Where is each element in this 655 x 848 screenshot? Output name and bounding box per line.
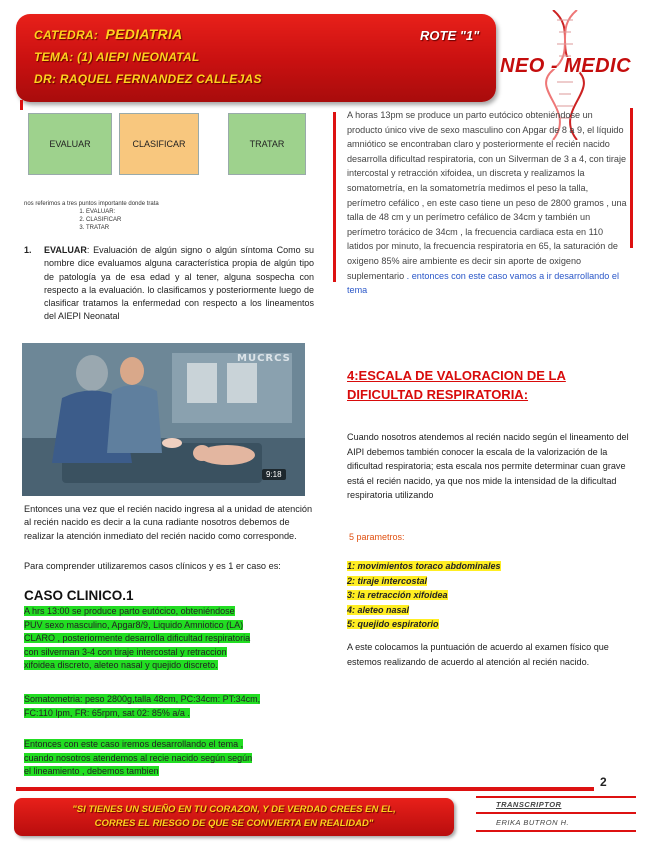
video-still-image (22, 343, 305, 496)
params-title: 5 parametros: (349, 532, 405, 542)
transcriptor-label: TRANSCRIPTOR (496, 800, 562, 809)
entonces-text: Entonces con este caso iremos desarrollando el tema , cuando nosotros atendemos al recie nacido según según el lineamiento , debemos tambien (24, 739, 253, 777)
neo-medic-logo: NEO - MEDIC (500, 55, 632, 77)
paragraph-after-video: Entonces una vez que el recién nacido ingresa al a unidad de atención al recién nacido es decir a la cuna radiante nosotros debemos de realizar la atención inmediato del recién nacido como corresponde. (24, 504, 313, 541)
list-item: 5: quejido espiratorio (347, 619, 439, 629)
catedra-line: CATEDRA: PEDIATRIA (34, 26, 183, 42)
three-points-note: nos referimos a tres puntos importante donde trata 1. EVALUAR: 2. CLASIFICAR 3. TRATAR (24, 200, 159, 232)
paragraph-casos: Para comprender utilizaremos casos clínicos y es 1 er caso es: (24, 561, 281, 571)
list-item: 1. EVALUAR: (86, 208, 159, 216)
list-item: 3. TRATAR (86, 224, 159, 232)
right-rail (630, 108, 633, 248)
list-item: 1: movimientos toraco abdominales (347, 561, 501, 571)
list-item: 3: la retracción xifoidea (347, 590, 448, 600)
transcriptor-rule-bottom (476, 830, 636, 832)
evaluar-paragraph: 1. EVALUAR: Evaluación de algún signo o algún síntoma Como su nombre dice evaluamos alguna característica propia de algún tipo de patología ya de esa edad y al tener, alguna sospecha con respecto a la evaluación. lo clasificamos y posteriormente luego de clasificar tratamos la enfermedad con respecto a los lineamentos del AIEPI Neonatal (24, 245, 314, 322)
params-list (347, 559, 501, 632)
transcriptor-rule-mid (476, 812, 636, 814)
header-banner (16, 14, 496, 102)
right-intro-blue: . entonces con este caso vamos a ir desarrollando el tema (347, 270, 619, 296)
list-item: 4: aleteo nasal (347, 604, 410, 615)
transcriptor-rule-top (476, 796, 636, 798)
right-intro-paragraph: A horas 13pm se produce un parto eutócico obteniéndose un producto único vive de sexo masculino con Apgar de 8 a 9, el líquido amniótico se encontraban claro y posteriormente el recién nacido desarrolla dificultad respiratoria, con un Silverman de 3 a 4, con tiraje intercostal y retracción xifoidea, un discreta y realizamos la somatometría, en la somatometría medimos el peso la talla, perímetro cefálico , en este caso tiene un peso de 2800 gramos , una talla de 48 cm y un perímetro cefálico de 34cm y también un perímetro torácico de 34cm , la frecuencia cardiaca esta en 110 latidos por minuto, la frecuencia respiratoria en 65, la saturación de oxigeno 85% aire ambiente es decir sin aporte de oxigeno suplementario . entonces con este caso vamos a ir desarrollando el tema (347, 110, 627, 296)
video-timestamp: 9:18 (262, 469, 286, 480)
somatometria-text: Somatometria: peso 2800g,talla 48cm, PC:34cm: PT:34cm, FC:110 lpm, FR: 65rpm, sat 02: 85% a/a . (24, 694, 261, 718)
tratar-box: TRATAR (228, 113, 306, 175)
center-rail (333, 112, 336, 282)
section-paragraph: Cuando nosotros atendemos al recién nacido según el lineamento del AIPI debemos también conocer la escala de la valorización de la dificultad respiratoria; esta escala nos permite determinar cuan grave está el recién nacido, ya que nos mide la intensidad de la dificultad respiratoria utilizando (347, 432, 629, 501)
footer-quote-banner: "SI TIENES UN SUEÑO EN TU CORAZON, Y DE VERDAD CREES EN EL, CORRES EL RIESGO DE QUE SE CONVIERTA EN REALIDAD" (14, 798, 454, 836)
evaluar-box: EVALUAR (28, 113, 112, 175)
section-title: 4:ESCALA DE VALORACION DE LA DIFICULTAD RESPIRATORIA: (347, 368, 566, 402)
catedra-value: PEDIATRIA (105, 26, 183, 42)
left-rail-top (20, 100, 23, 110)
list-item: 2. CLASIFICAR (86, 216, 159, 224)
doctor-line: DR: RAQUEL FERNANDEZ CALLEJAS (34, 72, 262, 86)
caso-clinico-text: A hrs 13:00 se produce parto eutócico, obteniéndose PUV sexo masculino, Apgar8/9, Liquido Amniotico (LA) CLARO , posteriormente desarrolla dificultad respiratoria con silverman 3-4 con tiraje intercostal y retraccion xifoidea discreto, aleteo nasal y quejido discreto. (24, 606, 251, 671)
clasificar-box: CLASIFICAR (119, 113, 199, 175)
closing-paragraph: A este colocamos la puntuación de acuerdo al examen físico que estemos realizando de acuerdo al atención al recién nacido. (347, 642, 609, 667)
list-item: 2: tiraje intercostal (347, 575, 428, 586)
page-number: 2 (600, 775, 607, 789)
video-watermark: MUCRCS (237, 353, 291, 364)
transcriptor-name: ERIKA BUTRON H. (496, 818, 570, 827)
footer-divider (16, 787, 594, 791)
tema-line: TEMA: (1) AIEPI NEONATAL (34, 50, 200, 64)
caso-clinico-title: CASO CLINICO.1 (24, 588, 134, 603)
rote-label: ROTE "1" (420, 28, 480, 43)
